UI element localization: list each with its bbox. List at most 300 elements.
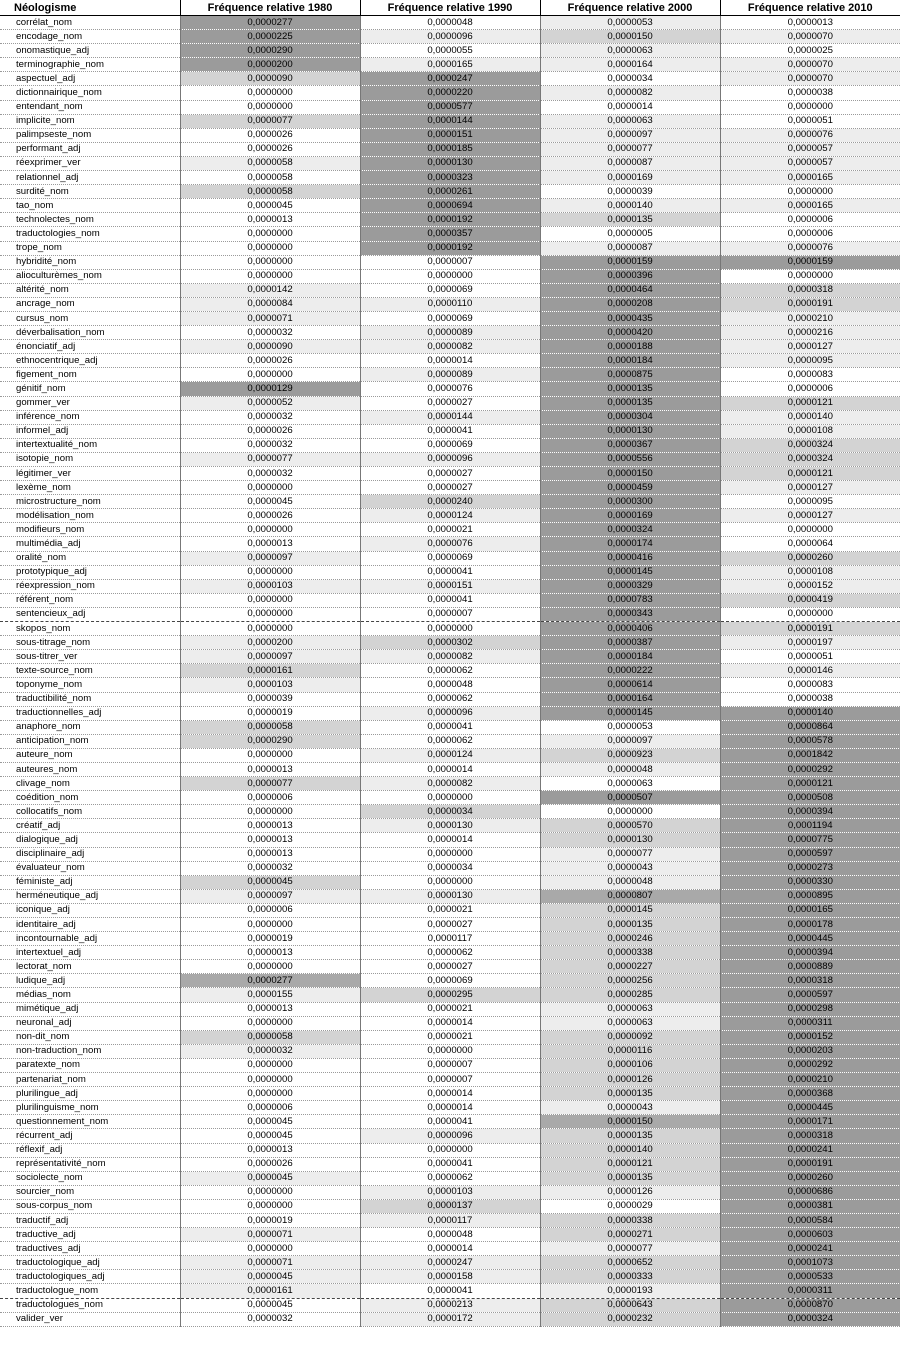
term-cell: informel_adj bbox=[0, 424, 180, 438]
table-row bbox=[0, 1044, 900, 1058]
table-row bbox=[0, 565, 900, 579]
frequency-cell-2000: 0,0000082 bbox=[540, 86, 720, 100]
frequency-cell-2000: 0,0000135 bbox=[540, 1129, 720, 1143]
frequency-cell-2000: 0,0000135 bbox=[540, 918, 720, 932]
frequency-cell-2000: 0,0000435 bbox=[540, 311, 720, 325]
term-cell: traductologues_nom bbox=[0, 1298, 180, 1312]
frequency-cell-2000: 0,0000406 bbox=[540, 622, 720, 636]
frequency-cell-1980: 0,0000000 bbox=[180, 1185, 360, 1199]
frequency-cell-1980: 0,0000071 bbox=[180, 1228, 360, 1242]
term-cell: sous-titrage_nom bbox=[0, 636, 180, 650]
frequency-cell-1980: 0,0000032 bbox=[180, 861, 360, 875]
frequency-cell-2000: 0,0000184 bbox=[540, 354, 720, 368]
frequency-cell-2010: 0,0000298 bbox=[720, 1002, 900, 1016]
frequency-cell-2000: 0,0000285 bbox=[540, 988, 720, 1002]
term-cell: collocatifs_nom bbox=[0, 805, 180, 819]
term-cell: déverbalisation_nom bbox=[0, 326, 180, 340]
frequency-cell-2010: 0,0000508 bbox=[720, 791, 900, 805]
frequency-cell-1990: 0,0000158 bbox=[360, 1270, 540, 1284]
table-row bbox=[0, 1242, 900, 1256]
term-cell: sous-corpus_nom bbox=[0, 1199, 180, 1213]
table-row bbox=[0, 1101, 900, 1115]
table-row bbox=[0, 44, 900, 58]
term-cell: légitimer_ver bbox=[0, 467, 180, 481]
frequency-cell-1980: 0,0000000 bbox=[180, 255, 360, 269]
table-row bbox=[0, 791, 900, 805]
frequency-cell-1990: 0,0000027 bbox=[360, 396, 540, 410]
term-cell: référent_nom bbox=[0, 593, 180, 607]
frequency-cell-2010: 0,0000165 bbox=[720, 903, 900, 917]
table-row bbox=[0, 269, 900, 283]
table-row bbox=[0, 607, 900, 621]
frequency-cell-1980: 0,0000013 bbox=[180, 833, 360, 847]
frequency-cell-2010: 0,0000140 bbox=[720, 706, 900, 720]
frequency-cell-2010: 0,0000108 bbox=[720, 565, 900, 579]
term-cell: partenariat_nom bbox=[0, 1073, 180, 1087]
frequency-cell-2000: 0,0000420 bbox=[540, 326, 720, 340]
frequency-cell-2000: 0,0000053 bbox=[540, 720, 720, 734]
frequency-cell-2000: 0,0000135 bbox=[540, 1171, 720, 1185]
frequency-cell-1980: 0,0000058 bbox=[180, 1030, 360, 1044]
table-row bbox=[0, 227, 900, 241]
frequency-cell-1990: 0,0000172 bbox=[360, 1312, 540, 1326]
frequency-cell-1980: 0,0000013 bbox=[180, 762, 360, 776]
table-row bbox=[0, 622, 900, 636]
term-cell: herméneutique_adj bbox=[0, 889, 180, 903]
frequency-cell-2000: 0,0000464 bbox=[540, 283, 720, 297]
table-row bbox=[0, 396, 900, 410]
frequency-cell-1990: 0,0000000 bbox=[360, 1044, 540, 1058]
term-cell: clivage_nom bbox=[0, 777, 180, 791]
frequency-cell-1990: 0,0000089 bbox=[360, 326, 540, 340]
frequency-cell-2000: 0,0000048 bbox=[540, 875, 720, 889]
frequency-cell-2000: 0,0000570 bbox=[540, 819, 720, 833]
frequency-cell-1980: 0,0000032 bbox=[180, 467, 360, 481]
frequency-cell-1980: 0,0000013 bbox=[180, 946, 360, 960]
frequency-cell-2010: 0,0000038 bbox=[720, 692, 900, 706]
header-frequence-1990: Fréquence relative 1990 bbox=[360, 0, 540, 16]
frequency-cell-1980: 0,0000045 bbox=[180, 199, 360, 213]
frequency-cell-1990: 0,0000323 bbox=[360, 171, 540, 185]
frequency-cell-1980: 0,0000039 bbox=[180, 692, 360, 706]
frequency-cell-2010: 0,0000597 bbox=[720, 988, 900, 1002]
table-row bbox=[0, 354, 900, 368]
frequency-cell-1980: 0,0000000 bbox=[180, 227, 360, 241]
table-row bbox=[0, 720, 900, 734]
frequency-cell-1990: 0,0000694 bbox=[360, 199, 540, 213]
frequency-cell-1990: 0,0000007 bbox=[360, 1058, 540, 1072]
frequency-cell-2000: 0,0000097 bbox=[540, 734, 720, 748]
term-cell: prototypique_adj bbox=[0, 565, 180, 579]
frequency-cell-2010: 0,0000292 bbox=[720, 1058, 900, 1072]
table-row bbox=[0, 438, 900, 452]
frequency-cell-2010: 0,0000076 bbox=[720, 241, 900, 255]
frequency-cell-1980: 0,0000006 bbox=[180, 903, 360, 917]
term-cell: ethnocentrique_adj bbox=[0, 354, 180, 368]
term-cell: plurilinguisme_nom bbox=[0, 1101, 180, 1115]
frequency-cell-2010: 0,0000076 bbox=[720, 128, 900, 142]
frequency-cell-1980: 0,0000019 bbox=[180, 932, 360, 946]
frequency-cell-2000: 0,0000039 bbox=[540, 185, 720, 199]
term-cell: gommer_ver bbox=[0, 396, 180, 410]
frequency-cell-1980: 0,0000032 bbox=[180, 438, 360, 452]
frequency-cell-2010: 0,0000889 bbox=[720, 960, 900, 974]
table-row bbox=[0, 805, 900, 819]
frequency-cell-2000: 0,0000063 bbox=[540, 114, 720, 128]
frequency-cell-2010: 0,0000006 bbox=[720, 213, 900, 227]
term-cell: tao_nom bbox=[0, 199, 180, 213]
term-cell: dictionnairique_nom bbox=[0, 86, 180, 100]
table-row bbox=[0, 1002, 900, 1016]
frequency-cell-2010: 0,0001194 bbox=[720, 819, 900, 833]
frequency-cell-1980: 0,0000000 bbox=[180, 100, 360, 114]
frequency-cell-1990: 0,0000117 bbox=[360, 932, 540, 946]
term-cell: traductionnelles_adj bbox=[0, 706, 180, 720]
frequency-cell-1990: 0,0000048 bbox=[360, 678, 540, 692]
term-cell: performant_adj bbox=[0, 142, 180, 156]
table-row bbox=[0, 1284, 900, 1298]
table-row bbox=[0, 410, 900, 424]
table-row bbox=[0, 311, 900, 325]
frequency-cell-2010: 0,0000191 bbox=[720, 1157, 900, 1171]
frequency-cell-2010: 0,0000895 bbox=[720, 889, 900, 903]
frequency-cell-1980: 0,0000019 bbox=[180, 1213, 360, 1227]
frequency-cell-1990: 0,0000021 bbox=[360, 1030, 540, 1044]
header-frequence-2000: Fréquence relative 2000 bbox=[540, 0, 720, 16]
table-row bbox=[0, 495, 900, 509]
table-row bbox=[0, 692, 900, 706]
frequency-cell-1990: 0,0000014 bbox=[360, 354, 540, 368]
term-cell: paratexte_nom bbox=[0, 1058, 180, 1072]
term-cell: identitaire_adj bbox=[0, 918, 180, 932]
frequency-cell-2010: 0,0000584 bbox=[720, 1213, 900, 1227]
frequency-cell-2010: 0,0000292 bbox=[720, 762, 900, 776]
table-row bbox=[0, 932, 900, 946]
frequency-cell-1980: 0,0000058 bbox=[180, 156, 360, 170]
frequency-cell-1980: 0,0000026 bbox=[180, 509, 360, 523]
frequency-cell-1990: 0,0000082 bbox=[360, 650, 540, 664]
term-cell: surdité_nom bbox=[0, 185, 180, 199]
frequency-cell-1990: 0,0000213 bbox=[360, 1298, 540, 1312]
frequency-cell-2000: 0,0000300 bbox=[540, 495, 720, 509]
frequency-cell-2010: 0,0000870 bbox=[720, 1298, 900, 1312]
frequency-cell-1980: 0,0000000 bbox=[180, 918, 360, 932]
frequency-cell-2000: 0,0000145 bbox=[540, 565, 720, 579]
frequency-cell-1990: 0,0000069 bbox=[360, 311, 540, 325]
frequency-cell-2000: 0,0000014 bbox=[540, 100, 720, 114]
frequency-cell-2010: 0,0000006 bbox=[720, 382, 900, 396]
frequency-cell-1990: 0,0000261 bbox=[360, 185, 540, 199]
frequency-cell-2010: 0,0000000 bbox=[720, 607, 900, 621]
frequency-cell-2010: 0,0000095 bbox=[720, 354, 900, 368]
table-row bbox=[0, 988, 900, 1002]
frequency-cell-2010: 0,0000533 bbox=[720, 1270, 900, 1284]
frequency-cell-1990: 0,0000096 bbox=[360, 30, 540, 44]
frequency-cell-1980: 0,0000000 bbox=[180, 1073, 360, 1087]
term-cell: non-traduction_nom bbox=[0, 1044, 180, 1058]
table-row bbox=[0, 171, 900, 185]
frequency-cell-1980: 0,0000045 bbox=[180, 1171, 360, 1185]
frequency-cell-2010: 0,0000127 bbox=[720, 340, 900, 354]
table-row bbox=[0, 142, 900, 156]
frequency-cell-1980: 0,0000084 bbox=[180, 297, 360, 311]
frequency-cell-1980: 0,0000142 bbox=[180, 283, 360, 297]
frequency-cell-1980: 0,0000090 bbox=[180, 72, 360, 86]
frequency-cell-1990: 0,0000302 bbox=[360, 636, 540, 650]
table-row bbox=[0, 819, 900, 833]
term-cell: modifieurs_nom bbox=[0, 523, 180, 537]
term-cell: traductologiques_adj bbox=[0, 1270, 180, 1284]
frequency-cell-1990: 0,0000069 bbox=[360, 438, 540, 452]
frequency-cell-1990: 0,0000103 bbox=[360, 1185, 540, 1199]
frequency-cell-1990: 0,0000041 bbox=[360, 565, 540, 579]
frequency-cell-1980: 0,0000000 bbox=[180, 1058, 360, 1072]
frequency-cell-2000: 0,0000324 bbox=[540, 523, 720, 537]
term-cell: sourcier_nom bbox=[0, 1185, 180, 1199]
frequency-cell-1990: 0,0000089 bbox=[360, 368, 540, 382]
frequency-cell-2010: 0,0000013 bbox=[720, 16, 900, 30]
frequency-cell-1990: 0,0000192 bbox=[360, 241, 540, 255]
table-row bbox=[0, 424, 900, 438]
header-row bbox=[0, 0, 900, 16]
table-row bbox=[0, 1199, 900, 1213]
frequency-cell-2000: 0,0000000 bbox=[540, 805, 720, 819]
table-row bbox=[0, 199, 900, 213]
frequency-cell-1980: 0,0000013 bbox=[180, 819, 360, 833]
frequency-cell-1980: 0,0000000 bbox=[180, 622, 360, 636]
frequency-cell-2000: 0,0000643 bbox=[540, 1298, 720, 1312]
term-cell: dialogique_adj bbox=[0, 833, 180, 847]
table-row bbox=[0, 1016, 900, 1030]
frequency-cell-2000: 0,0000652 bbox=[540, 1256, 720, 1270]
frequency-cell-1990: 0,0000137 bbox=[360, 1199, 540, 1213]
table-row bbox=[0, 382, 900, 396]
term-cell: hybridité_nom bbox=[0, 255, 180, 269]
frequency-cell-1990: 0,0000096 bbox=[360, 1129, 540, 1143]
frequency-cell-2000: 0,0000063 bbox=[540, 44, 720, 58]
frequency-cell-2000: 0,0000106 bbox=[540, 1058, 720, 1072]
term-cell: traductologue_nom bbox=[0, 1284, 180, 1298]
frequency-cell-2010: 0,0000318 bbox=[720, 283, 900, 297]
frequency-cell-2000: 0,0000077 bbox=[540, 847, 720, 861]
table-row bbox=[0, 650, 900, 664]
frequency-cell-1990: 0,0000041 bbox=[360, 593, 540, 607]
frequency-cell-2010: 0,0000273 bbox=[720, 861, 900, 875]
frequency-cell-1980: 0,0000000 bbox=[180, 748, 360, 762]
frequency-cell-1980: 0,0000000 bbox=[180, 86, 360, 100]
frequency-cell-2010: 0,0000121 bbox=[720, 396, 900, 410]
frequency-cell-1990: 0,0000007 bbox=[360, 607, 540, 621]
frequency-cell-1980: 0,0000045 bbox=[180, 495, 360, 509]
frequency-cell-2010: 0,0000127 bbox=[720, 509, 900, 523]
table-row bbox=[0, 326, 900, 340]
frequency-cell-2010: 0,0000165 bbox=[720, 171, 900, 185]
frequency-cell-1990: 0,0000000 bbox=[360, 791, 540, 805]
frequency-cell-2000: 0,0000150 bbox=[540, 467, 720, 481]
frequency-cell-2000: 0,0000034 bbox=[540, 72, 720, 86]
frequency-cell-2010: 0,0000260 bbox=[720, 1171, 900, 1185]
frequency-cell-2000: 0,0000208 bbox=[540, 297, 720, 311]
table-row bbox=[0, 156, 900, 170]
term-cell: incontournable_adj bbox=[0, 932, 180, 946]
frequency-cell-1990: 0,0000000 bbox=[360, 1143, 540, 1157]
frequency-cell-2000: 0,0000126 bbox=[540, 1185, 720, 1199]
frequency-cell-2010: 0,0000152 bbox=[720, 579, 900, 593]
term-cell: intertextuel_adj bbox=[0, 946, 180, 960]
frequency-cell-2000: 0,0000092 bbox=[540, 1030, 720, 1044]
table-row bbox=[0, 241, 900, 255]
term-cell: génitif_nom bbox=[0, 382, 180, 396]
term-cell: réexprimer_ver bbox=[0, 156, 180, 170]
table-row bbox=[0, 72, 900, 86]
frequency-cell-1980: 0,0000045 bbox=[180, 1129, 360, 1143]
term-cell: représentativité_nom bbox=[0, 1157, 180, 1171]
table-row bbox=[0, 16, 900, 30]
frequency-cell-1990: 0,0000014 bbox=[360, 1242, 540, 1256]
frequency-cell-1980: 0,0000032 bbox=[180, 410, 360, 424]
term-cell: alioculturèmes_nom bbox=[0, 269, 180, 283]
frequency-cell-2000: 0,0000164 bbox=[540, 692, 720, 706]
frequency-cell-2000: 0,0000875 bbox=[540, 368, 720, 382]
frequency-cell-1990: 0,0000034 bbox=[360, 805, 540, 819]
frequency-cell-1980: 0,0000013 bbox=[180, 1002, 360, 1016]
term-cell: palimpseste_nom bbox=[0, 128, 180, 142]
frequency-cell-2010: 0,0000394 bbox=[720, 805, 900, 819]
frequency-cell-2010: 0,0000121 bbox=[720, 467, 900, 481]
frequency-cell-1980: 0,0000045 bbox=[180, 1270, 360, 1284]
table-row bbox=[0, 1213, 900, 1227]
table-row bbox=[0, 1073, 900, 1087]
frequency-cell-2000: 0,0000614 bbox=[540, 678, 720, 692]
frequency-cell-2000: 0,0000164 bbox=[540, 58, 720, 72]
frequency-cell-2010: 0,0000121 bbox=[720, 777, 900, 791]
frequency-cell-2010: 0,0000368 bbox=[720, 1087, 900, 1101]
table-row bbox=[0, 847, 900, 861]
term-cell: ancrage_nom bbox=[0, 297, 180, 311]
table-row bbox=[0, 185, 900, 199]
frequency-cell-1980: 0,0000290 bbox=[180, 734, 360, 748]
frequency-cell-2000: 0,0000029 bbox=[540, 1199, 720, 1213]
frequency-cell-1980: 0,0000026 bbox=[180, 128, 360, 142]
frequency-cell-1980: 0,0000000 bbox=[180, 805, 360, 819]
frequency-cell-1990: 0,0000062 bbox=[360, 692, 540, 706]
frequency-cell-1980: 0,0000006 bbox=[180, 1101, 360, 1115]
frequency-cell-1990: 0,0000069 bbox=[360, 283, 540, 297]
term-cell: altérité_nom bbox=[0, 283, 180, 297]
frequency-cell-1980: 0,0000026 bbox=[180, 424, 360, 438]
table-row bbox=[0, 340, 900, 354]
frequency-cell-2010: 0,0000057 bbox=[720, 156, 900, 170]
frequency-cell-1990: 0,0000185 bbox=[360, 142, 540, 156]
frequency-cell-1990: 0,0000076 bbox=[360, 537, 540, 551]
frequency-cell-1990: 0,0000247 bbox=[360, 72, 540, 86]
table-row bbox=[0, 509, 900, 523]
frequency-cell-2000: 0,0000227 bbox=[540, 960, 720, 974]
table-row bbox=[0, 213, 900, 227]
frequency-cell-2000: 0,0000097 bbox=[540, 128, 720, 142]
frequency-cell-2010: 0,0000140 bbox=[720, 410, 900, 424]
frequency-cell-1980: 0,0000058 bbox=[180, 185, 360, 199]
frequency-cell-1990: 0,0000027 bbox=[360, 960, 540, 974]
frequency-cell-2000: 0,0000077 bbox=[540, 1242, 720, 1256]
table-row bbox=[0, 1157, 900, 1171]
frequency-cell-2000: 0,0000159 bbox=[540, 255, 720, 269]
table-row bbox=[0, 636, 900, 650]
frequency-cell-2000: 0,0000923 bbox=[540, 748, 720, 762]
frequency-cell-1980: 0,0000000 bbox=[180, 1087, 360, 1101]
frequency-cell-2010: 0,0000083 bbox=[720, 678, 900, 692]
frequency-cell-2010: 0,0000127 bbox=[720, 481, 900, 495]
table-row bbox=[0, 706, 900, 720]
frequency-cell-2010: 0,0000000 bbox=[720, 185, 900, 199]
frequency-cell-2010: 0,0000775 bbox=[720, 833, 900, 847]
term-cell: technolectes_nom bbox=[0, 213, 180, 227]
frequency-cell-1980: 0,0000290 bbox=[180, 44, 360, 58]
frequency-cell-1990: 0,0000165 bbox=[360, 58, 540, 72]
frequency-cell-1980: 0,0000090 bbox=[180, 340, 360, 354]
term-cell: disciplinaire_adj bbox=[0, 847, 180, 861]
table-row bbox=[0, 114, 900, 128]
frequency-cell-1990: 0,0000062 bbox=[360, 946, 540, 960]
frequency-cell-1980: 0,0000058 bbox=[180, 171, 360, 185]
frequency-cell-1990: 0,0000130 bbox=[360, 819, 540, 833]
term-cell: traductives_adj bbox=[0, 1242, 180, 1256]
frequency-cell-2010: 0,0001073 bbox=[720, 1256, 900, 1270]
frequency-cell-2000: 0,0000077 bbox=[540, 142, 720, 156]
table-row bbox=[0, 1256, 900, 1270]
frequency-cell-2010: 0,0000210 bbox=[720, 1073, 900, 1087]
frequency-cell-2000: 0,0000188 bbox=[540, 340, 720, 354]
frequency-cell-1990: 0,0000007 bbox=[360, 255, 540, 269]
table-row bbox=[0, 974, 900, 988]
term-cell: sociolecte_nom bbox=[0, 1171, 180, 1185]
term-cell: traductif_adj bbox=[0, 1213, 180, 1227]
frequency-cell-1980: 0,0000000 bbox=[180, 1199, 360, 1213]
frequency-cell-1980: 0,0000058 bbox=[180, 720, 360, 734]
term-cell: microstructure_nom bbox=[0, 495, 180, 509]
frequency-cell-1980: 0,0000225 bbox=[180, 30, 360, 44]
term-cell: lectorat_nom bbox=[0, 960, 180, 974]
frequency-cell-2000: 0,0000271 bbox=[540, 1228, 720, 1242]
frequency-cell-1980: 0,0000161 bbox=[180, 664, 360, 678]
frequency-cell-2010: 0,0000324 bbox=[720, 438, 900, 452]
frequency-cell-1980: 0,0000045 bbox=[180, 1298, 360, 1312]
frequency-cell-2000: 0,0000256 bbox=[540, 974, 720, 988]
table-row bbox=[0, 100, 900, 114]
term-cell: trope_nom bbox=[0, 241, 180, 255]
frequency-cell-2000: 0,0000184 bbox=[540, 650, 720, 664]
table-row bbox=[0, 777, 900, 791]
frequency-cell-2000: 0,0000169 bbox=[540, 509, 720, 523]
frequency-cell-1990: 0,0000192 bbox=[360, 213, 540, 227]
term-cell: aspectuel_adj bbox=[0, 72, 180, 86]
term-cell: modélisation_nom bbox=[0, 509, 180, 523]
header-frequence-1980: Fréquence relative 1980 bbox=[180, 0, 360, 16]
frequency-cell-2000: 0,0000043 bbox=[540, 1101, 720, 1115]
frequency-cell-1980: 0,0000277 bbox=[180, 974, 360, 988]
frequency-cell-2000: 0,0000130 bbox=[540, 833, 720, 847]
term-cell: non-dit_nom bbox=[0, 1030, 180, 1044]
table-row bbox=[0, 664, 900, 678]
term-cell: traductologique_adj bbox=[0, 1256, 180, 1270]
frequency-cell-1990: 0,0000048 bbox=[360, 1228, 540, 1242]
frequency-cell-1990: 0,0000062 bbox=[360, 734, 540, 748]
table-row bbox=[0, 30, 900, 44]
table-row bbox=[0, 1270, 900, 1284]
frequency-cell-1990: 0,0000041 bbox=[360, 1157, 540, 1171]
frequency-cell-1980: 0,0000032 bbox=[180, 1312, 360, 1326]
frequency-cell-2000: 0,0000338 bbox=[540, 1213, 720, 1227]
